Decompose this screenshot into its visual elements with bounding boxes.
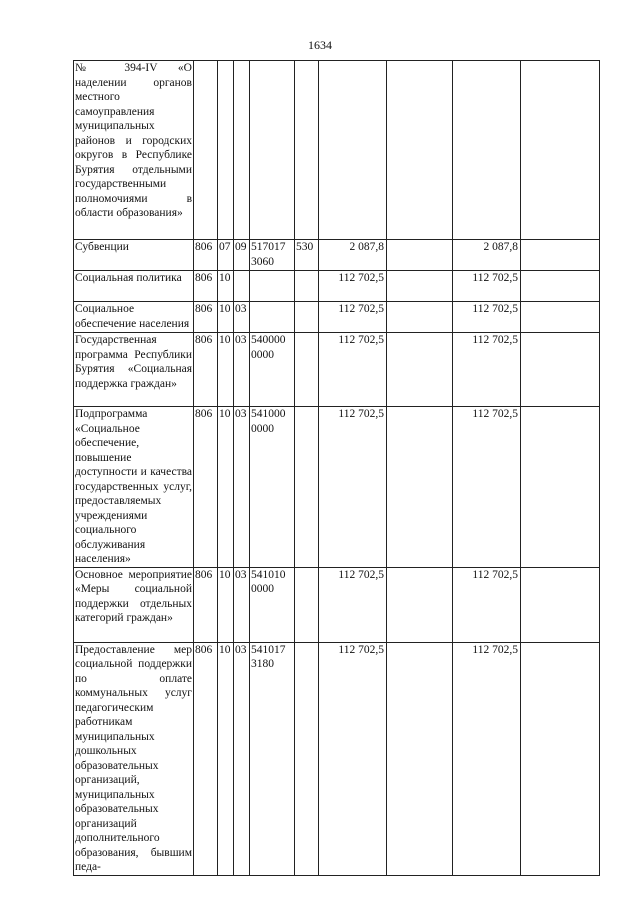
row-sum-1: 112 702,5 <box>319 333 387 407</box>
row-sum-2 <box>387 642 453 875</box>
row-rz: 10 <box>218 333 234 407</box>
row-sum-4 <box>521 271 600 302</box>
row-sum-1: 112 702,5 <box>319 567 387 642</box>
table-row <box>74 271 600 302</box>
row-sum-3: 112 702,5 <box>453 333 521 407</box>
row-name: Предоставление мер социальной поддержки по оплате коммунальных услуг педагогическим работникам муниципальных дошкольных образовательных организаций, муниципальных образовательных организаций дополнительного образования, бывшим педа- <box>75 643 192 873</box>
row-vr <box>295 642 319 875</box>
row-csr <box>250 302 295 333</box>
row-sum-2 <box>387 567 453 642</box>
row-csr: 541017 3180 <box>250 642 295 875</box>
row-pr: 03 <box>234 642 250 875</box>
row-gr: 806 <box>194 271 218 302</box>
row-vr <box>295 407 319 568</box>
row-rz: 10 <box>218 271 234 302</box>
row-pr: 09 <box>234 240 250 271</box>
row-sum-2 <box>387 407 453 568</box>
page-number: 1634 <box>308 38 332 52</box>
row-gr: 806 <box>194 642 218 875</box>
row-gr: 806 <box>194 407 218 568</box>
row-sum-1: 112 702,5 <box>319 302 387 333</box>
row-rz: 10 <box>218 642 234 875</box>
row-sum-2 <box>387 302 453 333</box>
row-gr: 806 <box>194 302 218 333</box>
row-sum-4 <box>521 333 600 407</box>
table-row <box>74 240 600 271</box>
row-sum-2 <box>387 240 453 271</box>
row-name: Субвенции <box>74 240 194 271</box>
row-sum-3: 112 702,5 <box>453 271 521 302</box>
row-sum-4 <box>521 61 600 240</box>
row-sum-4 <box>521 642 600 875</box>
row-csr: 541010 0000 <box>250 567 295 642</box>
table-row <box>74 333 600 407</box>
row-sum-3: 112 702,5 <box>453 567 521 642</box>
row-csr: 517017 3060 <box>250 240 295 271</box>
row-name: Основное мероприятие «Меры социальной поддержки отдельных категорий граждан» <box>74 567 194 642</box>
row-name: Социальное обеспечение населения <box>74 302 194 333</box>
row-name: Социальная политика <box>74 271 194 302</box>
row-sum-1: 112 702,5 <box>319 642 387 875</box>
row-sum-3: 112 702,5 <box>453 642 521 875</box>
row-pr: 03 <box>234 333 250 407</box>
row-vr <box>295 333 319 407</box>
row-rz: 10 <box>218 407 234 568</box>
row-sum-3 <box>453 61 521 240</box>
row-sum-4 <box>521 240 600 271</box>
row-rz: 10 <box>218 302 234 333</box>
table-row <box>74 567 600 642</box>
row-pr <box>234 61 250 240</box>
row-pr: 03 <box>234 407 250 568</box>
row-rz: 07 <box>218 240 234 271</box>
row-rz: 10 <box>218 567 234 642</box>
row-vr <box>295 567 319 642</box>
row-vr <box>295 61 319 240</box>
row-sum-4 <box>521 567 600 642</box>
table-row <box>74 642 600 875</box>
row-gr: 806 <box>194 240 218 271</box>
row-pr: 03 <box>234 302 250 333</box>
row-sum-1: 112 702,5 <box>319 407 387 568</box>
row-csr <box>250 271 295 302</box>
row-gr: 806 <box>194 333 218 407</box>
row-rz <box>218 61 234 240</box>
row-sum-1: 2 087,8 <box>319 240 387 271</box>
row-pr <box>234 271 250 302</box>
row-sum-3: 112 702,5 <box>453 407 521 568</box>
budget-table <box>73 60 600 876</box>
row-csr: 540000 0000 <box>250 333 295 407</box>
row-name: Государственная программа Республики Бурятия «Социальная поддержка граждан» <box>74 333 194 407</box>
row-sum-2 <box>387 271 453 302</box>
row-csr <box>250 61 295 240</box>
row-vr: 530 <box>295 240 319 271</box>
row-sum-4 <box>521 407 600 568</box>
row-gr <box>194 61 218 240</box>
row-pr: 03 <box>234 567 250 642</box>
row-sum-3: 112 702,5 <box>453 302 521 333</box>
row-sum-1: 112 702,5 <box>319 271 387 302</box>
table-row <box>74 407 600 568</box>
row-gr: 806 <box>194 567 218 642</box>
row-vr <box>295 302 319 333</box>
row-name: Подпрограмма «Социальное обеспечение, повышение доступности и качества государственных услуг, предоставляемых учреждениями социального обслуживания населения» <box>75 408 192 565</box>
table-row <box>74 61 600 240</box>
row-sum-2 <box>387 61 453 240</box>
table-row <box>74 302 600 333</box>
row-name: № 394-IV «О наделении органов местного самоуправления муниципальных районов и городских округов в Республике Бурятия отдельными государственными полномочиями в области образования» <box>74 61 194 240</box>
row-sum-2 <box>387 333 453 407</box>
row-sum-1 <box>319 61 387 240</box>
row-csr: 541000 0000 <box>250 407 295 568</box>
row-sum-3: 2 087,8 <box>453 240 521 271</box>
row-vr <box>295 271 319 302</box>
row-sum-4 <box>521 302 600 333</box>
